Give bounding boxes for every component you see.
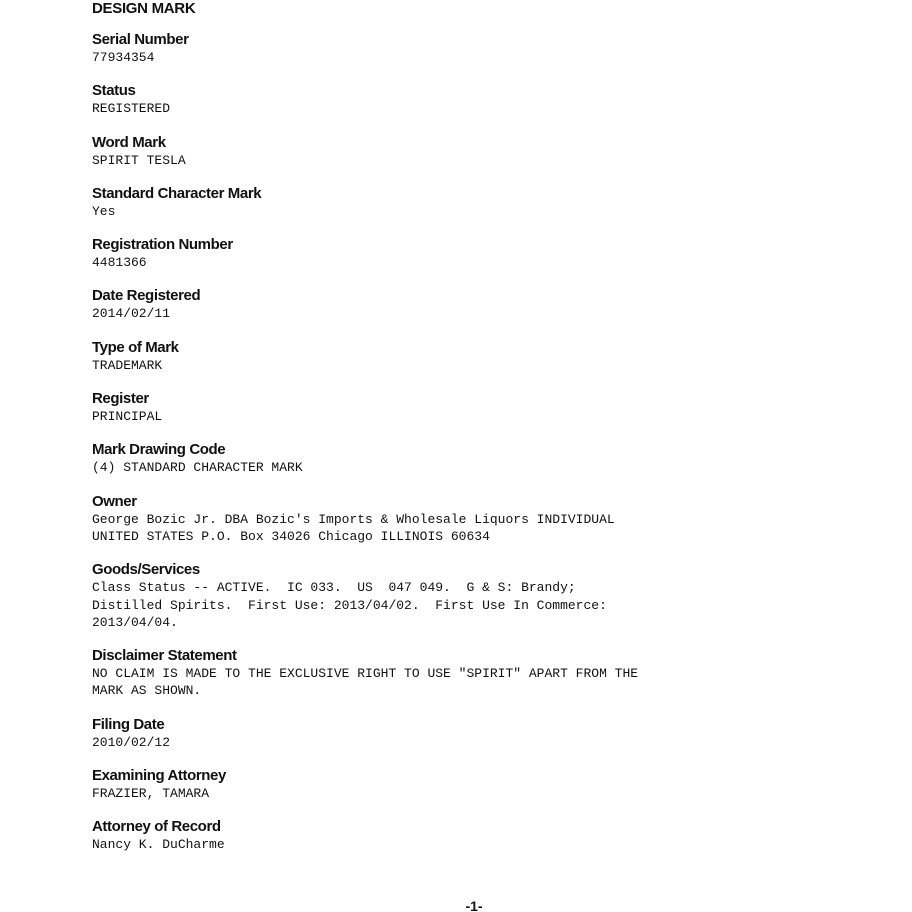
field-value: NO CLAIM IS MADE TO THE EXCLUSIVE RIGHT TO USE "SPIRIT" APART FROM THE MARK AS SHOWN. <box>92 666 639 699</box>
field-value: PRINCIPAL <box>92 409 163 425</box>
field-label: Registration Number <box>92 236 233 254</box>
field-label: Word Mark <box>92 133 166 151</box>
field-list <box>92 31 872 870</box>
field-registration-number <box>92 236 872 271</box>
field-mark-drawing-code <box>92 441 872 476</box>
field-value: 4481366 <box>92 255 147 271</box>
field-standard-character-mark <box>92 185 872 220</box>
document-title: DESIGN MARK <box>92 0 196 17</box>
field-owner <box>92 493 872 546</box>
page-number: -1- <box>465 898 483 912</box>
field-label: Examining Attorney <box>92 767 226 785</box>
field-status <box>92 82 872 117</box>
field-label: Filing Date <box>92 715 165 733</box>
field-label: Standard Character Mark <box>92 184 262 202</box>
field-label: Register <box>92 390 149 408</box>
field-value: George Bozic Jr. DBA Bozic's Imports & Wholesale Liquors INDIVIDUAL UNITED STATES P.O. Box 34026 Chicago ILLINOIS 60634 <box>92 511 615 544</box>
field-label: Type of Mark <box>92 338 179 356</box>
field-filing-date <box>92 716 872 751</box>
field-value: 77934354 <box>92 50 155 65</box>
field-value: (4) STANDARD CHARACTER MARK <box>92 460 303 476</box>
field-value: REGISTERED <box>92 101 171 117</box>
field-date-registered <box>92 287 872 322</box>
field-type-of-mark <box>92 339 872 374</box>
field-value: Nancy K. DuCharme <box>92 837 225 853</box>
field-disclaimer-statement <box>92 647 872 700</box>
field-label: Serial Number <box>92 31 189 48</box>
field-value: Yes <box>92 203 116 219</box>
field-value: FRAZIER, TAMARA <box>92 786 210 802</box>
field-serial-number <box>92 31 872 66</box>
field-label: Attorney of Record <box>92 818 221 836</box>
field-attorney-of-record <box>92 818 872 853</box>
field-register <box>92 390 872 425</box>
field-value: Class Status -- ACTIVE. IC 033. US 047 049. G & S: Brandy; Distilled Spirits. First Use: 2013/04/02. First Use In Commerce: 2013/04/04. <box>92 580 607 630</box>
field-word-mark <box>92 134 872 169</box>
field-goods-services <box>92 561 872 631</box>
field-label: Date Registered <box>92 287 201 305</box>
field-value: 2010/02/12 <box>92 734 171 750</box>
field-label: Goods/Services <box>92 561 200 579</box>
field-label: Owner <box>92 492 137 510</box>
field-value: SPIRIT TESLA <box>92 152 186 168</box>
field-label: Mark Drawing Code <box>92 441 226 459</box>
field-value: TRADEMARK <box>92 357 163 373</box>
field-value: 2014/02/11 <box>92 306 171 322</box>
field-label: Disclaimer Statement <box>92 647 237 665</box>
field-label: Status <box>92 82 136 100</box>
field-examining-attorney <box>92 767 872 802</box>
